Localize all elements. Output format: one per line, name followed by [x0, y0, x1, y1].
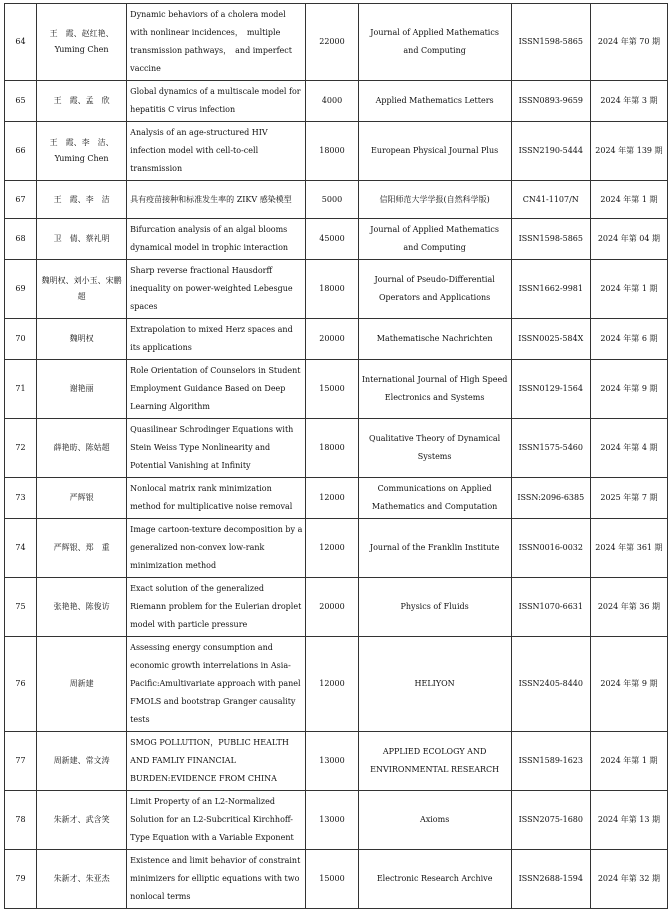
issn-cell: ISSN1070-6631 [511, 578, 590, 637]
issue-date-cell: 2024 年第 1 期 [590, 260, 667, 319]
paper-title-cell: 具有疫苗接种和标准发生率的 ZIKV 感染模型 [127, 181, 306, 219]
issn-cell: ISSN0893-9659 [511, 81, 590, 122]
paper-title-cell: Role Orientation of Counselors in Student Employment Guidance Based on Deep Learning Algorithm [127, 360, 306, 419]
paper-title-cell: Existence and limit behavior of constraint minimizers for elliptic equations with two nonlocal terms [127, 850, 306, 909]
row-number: 65 [5, 81, 37, 122]
table-row [5, 850, 668, 909]
row-number: 73 [5, 478, 37, 519]
funding-cell: 12000 [306, 519, 358, 578]
issue-date-cell: 2024 年第 4 期 [590, 419, 667, 478]
paper-title-cell: Limit Property of an L2-Normalized Solution for an L2-Subcritical Kirchhoff-Type Equation with a Variable Exponent [127, 791, 306, 850]
issue-date-cell: 2024 年第 361 期 [590, 519, 667, 578]
paper-title-cell: Global dynamics of a multiscale model for hepatitis C virus infection [127, 81, 306, 122]
journal-cell: International Journal of High Speed Electronics and Systems [358, 360, 511, 419]
table-row [5, 122, 668, 181]
journal-cell: Journal of Applied Mathematics and Computing [358, 4, 511, 81]
paper-title-cell: Dynamic behaviors of a cholera model with nonlinear incidences， multiple transmission pathways， and imperfect vaccine [127, 4, 306, 81]
funding-cell: 15000 [306, 360, 358, 419]
funding-cell: 15000 [306, 850, 358, 909]
issue-date-cell: 2024 年第 36 期 [590, 578, 667, 637]
paper-title-cell: Image cartoon-texture decomposition by a generalized non-convex low-rank minimization method [127, 519, 306, 578]
authors-cell: 周新建、常文涛 [37, 732, 127, 791]
row-number: 71 [5, 360, 37, 419]
table-row [5, 419, 668, 478]
authors-cell: 王 霞、李 洁、Yuming Chen [37, 122, 127, 181]
authors-cell: 谢艳丽 [37, 360, 127, 419]
issue-date-cell: 2024 年第 1 期 [590, 181, 667, 219]
row-number: 66 [5, 122, 37, 181]
table-row [5, 260, 668, 319]
row-number: 72 [5, 419, 37, 478]
journal-cell: Journal of Applied Mathematics and Computing [358, 219, 511, 260]
paper-title-cell: Sharp reverse fractional Hausdorff inequality on power-weighted Lebesgue spaces [127, 260, 306, 319]
funding-cell: 12000 [306, 478, 358, 519]
row-number: 64 [5, 4, 37, 81]
funding-cell: 13000 [306, 791, 358, 850]
paper-title-cell: Bifurcation analysis of an algal blooms dynamical model in trophic interaction [127, 219, 306, 260]
authors-cell: 魏明权、刘小玉、宋鹏超 [37, 260, 127, 319]
authors-cell: 王 霞、赵红艳、Yuming Chen [37, 4, 127, 81]
funding-cell: 20000 [306, 319, 358, 360]
issue-date-cell: 2024 年第 6 期 [590, 319, 667, 360]
authors-cell: 严辉银 [37, 478, 127, 519]
authors-cell: 朱新才、武含笑 [37, 791, 127, 850]
issn-cell: CN41-1107/N [511, 181, 590, 219]
issn-cell: ISSN2190-5444 [511, 122, 590, 181]
issn-cell: ISSN0129-1564 [511, 360, 590, 419]
issn-cell: ISSN2688-1594 [511, 850, 590, 909]
journal-cell: European Physical Journal Plus [358, 122, 511, 181]
table-body [5, 4, 668, 909]
paper-title-cell: Nonlocal matrix rank minimization method for multiplicative noise removal [127, 478, 306, 519]
authors-cell: 魏明权 [37, 319, 127, 360]
row-number: 67 [5, 181, 37, 219]
table-row [5, 519, 668, 578]
issn-cell: ISSN1598-5865 [511, 219, 590, 260]
funding-cell: 45000 [306, 219, 358, 260]
paper-title-cell: Extrapolation to mixed Herz spaces and its applications [127, 319, 306, 360]
table-row [5, 360, 668, 419]
issn-cell: ISSN1575-5460 [511, 419, 590, 478]
issue-date-cell: 2024 年第 70 期 [590, 4, 667, 81]
journal-cell: 信阳师范大学学报(自然科学版) [358, 181, 511, 219]
paper-title-cell: Exact solution of the generalized Riemann problem for the Eulerian droplet model with particle pressure [127, 578, 306, 637]
authors-cell: 王 霞、李 洁 [37, 181, 127, 219]
issn-cell: ISSN2405-8440 [511, 637, 590, 732]
authors-cell: 张艳艳、陈俊访 [37, 578, 127, 637]
issn-cell: ISSN1589-1623 [511, 732, 590, 791]
issue-date-cell: 2025 年第 7 期 [590, 478, 667, 519]
table-row [5, 791, 668, 850]
journal-cell: Physics of Fluids [358, 578, 511, 637]
issn-cell: ISSN:2096-6385 [511, 478, 590, 519]
issue-date-cell: 2024 年第 04 期 [590, 219, 667, 260]
issue-date-cell: 2024 年第 139 期 [590, 122, 667, 181]
issue-date-cell: 2024 年第 3 期 [590, 81, 667, 122]
journal-cell: Communications on Applied Mathematics and Computation [358, 478, 511, 519]
table-row [5, 4, 668, 81]
paper-title-cell: SMOG POLLUTION，PUBLIC HEALTH AND FAMLIY FINANCIAL BURDEN:EVIDENCE FROM CHINA [127, 732, 306, 791]
row-number: 77 [5, 732, 37, 791]
funding-cell: 13000 [306, 732, 358, 791]
authors-cell: 王 霞、孟 欣 [37, 81, 127, 122]
funding-cell: 20000 [306, 578, 358, 637]
issue-date-cell: 2024 年第 32 期 [590, 850, 667, 909]
issn-cell: ISSN1662-9981 [511, 260, 590, 319]
table-row [5, 219, 668, 260]
paper-title-cell: Analysis of an age-structured HIV infection model with cell-to-cell transmission [127, 122, 306, 181]
paper-title-cell: Assessing energy consumption and economic growth interrelations in Asia-Pacific:Amultivariate approach with panel FMOLS and bootstrap Granger causality tests [127, 637, 306, 732]
funding-cell: 18000 [306, 260, 358, 319]
publication-table [4, 3, 668, 909]
authors-cell: 周新建 [37, 637, 127, 732]
issn-cell: ISSN0016-0032 [511, 519, 590, 578]
row-number: 70 [5, 319, 37, 360]
funding-cell: 18000 [306, 122, 358, 181]
journal-cell: Qualitative Theory of Dynamical Systems [358, 419, 511, 478]
row-number: 75 [5, 578, 37, 637]
authors-cell: 薛艳昉、陈姑超 [37, 419, 127, 478]
issn-cell: ISSN2075-1680 [511, 791, 590, 850]
funding-cell: 22000 [306, 4, 358, 81]
funding-cell: 12000 [306, 637, 358, 732]
table-row [5, 319, 668, 360]
table-row [5, 637, 668, 732]
table-row [5, 578, 668, 637]
table-row [5, 81, 668, 122]
journal-cell: Applied Mathematics Letters [358, 81, 511, 122]
journal-cell: Journal of the Franklin Institute [358, 519, 511, 578]
issn-cell: ISSN1598-5865 [511, 4, 590, 81]
table-row [5, 181, 668, 219]
funding-cell: 5000 [306, 181, 358, 219]
issue-date-cell: 2024 年第 9 期 [590, 360, 667, 419]
issue-date-cell: 2024 年第 9 期 [590, 637, 667, 732]
issue-date-cell: 2024 年第 13 期 [590, 791, 667, 850]
issn-cell: ISSN0025-584X [511, 319, 590, 360]
table-row [5, 478, 668, 519]
funding-cell: 18000 [306, 419, 358, 478]
journal-cell: Journal of Pseudo-Differential Operators and Applications [358, 260, 511, 319]
journal-cell: Axioms [358, 791, 511, 850]
journal-cell: Mathematische Nachrichten [358, 319, 511, 360]
paper-title-cell: Quasilinear Schrodinger Equations with Stein Weiss Type Nonlinearity and Potential Vanishing at Infinity [127, 419, 306, 478]
row-number: 79 [5, 850, 37, 909]
journal-cell: APPLIED ECOLOGY AND ENVIRONMENTAL RESEARCH [358, 732, 511, 791]
row-number: 68 [5, 219, 37, 260]
authors-cell: 卫 倩、蔡礼明 [37, 219, 127, 260]
journal-cell: Electronic Research Archive [358, 850, 511, 909]
row-number: 78 [5, 791, 37, 850]
row-number: 69 [5, 260, 37, 319]
authors-cell: 朱新才、朱亚杰 [37, 850, 127, 909]
funding-cell: 4000 [306, 81, 358, 122]
issue-date-cell: 2024 年第 1 期 [590, 732, 667, 791]
table-row [5, 732, 668, 791]
row-number: 76 [5, 637, 37, 732]
authors-cell: 严辉银、郑 重 [37, 519, 127, 578]
journal-cell: HELIYON [358, 637, 511, 732]
row-number: 74 [5, 519, 37, 578]
